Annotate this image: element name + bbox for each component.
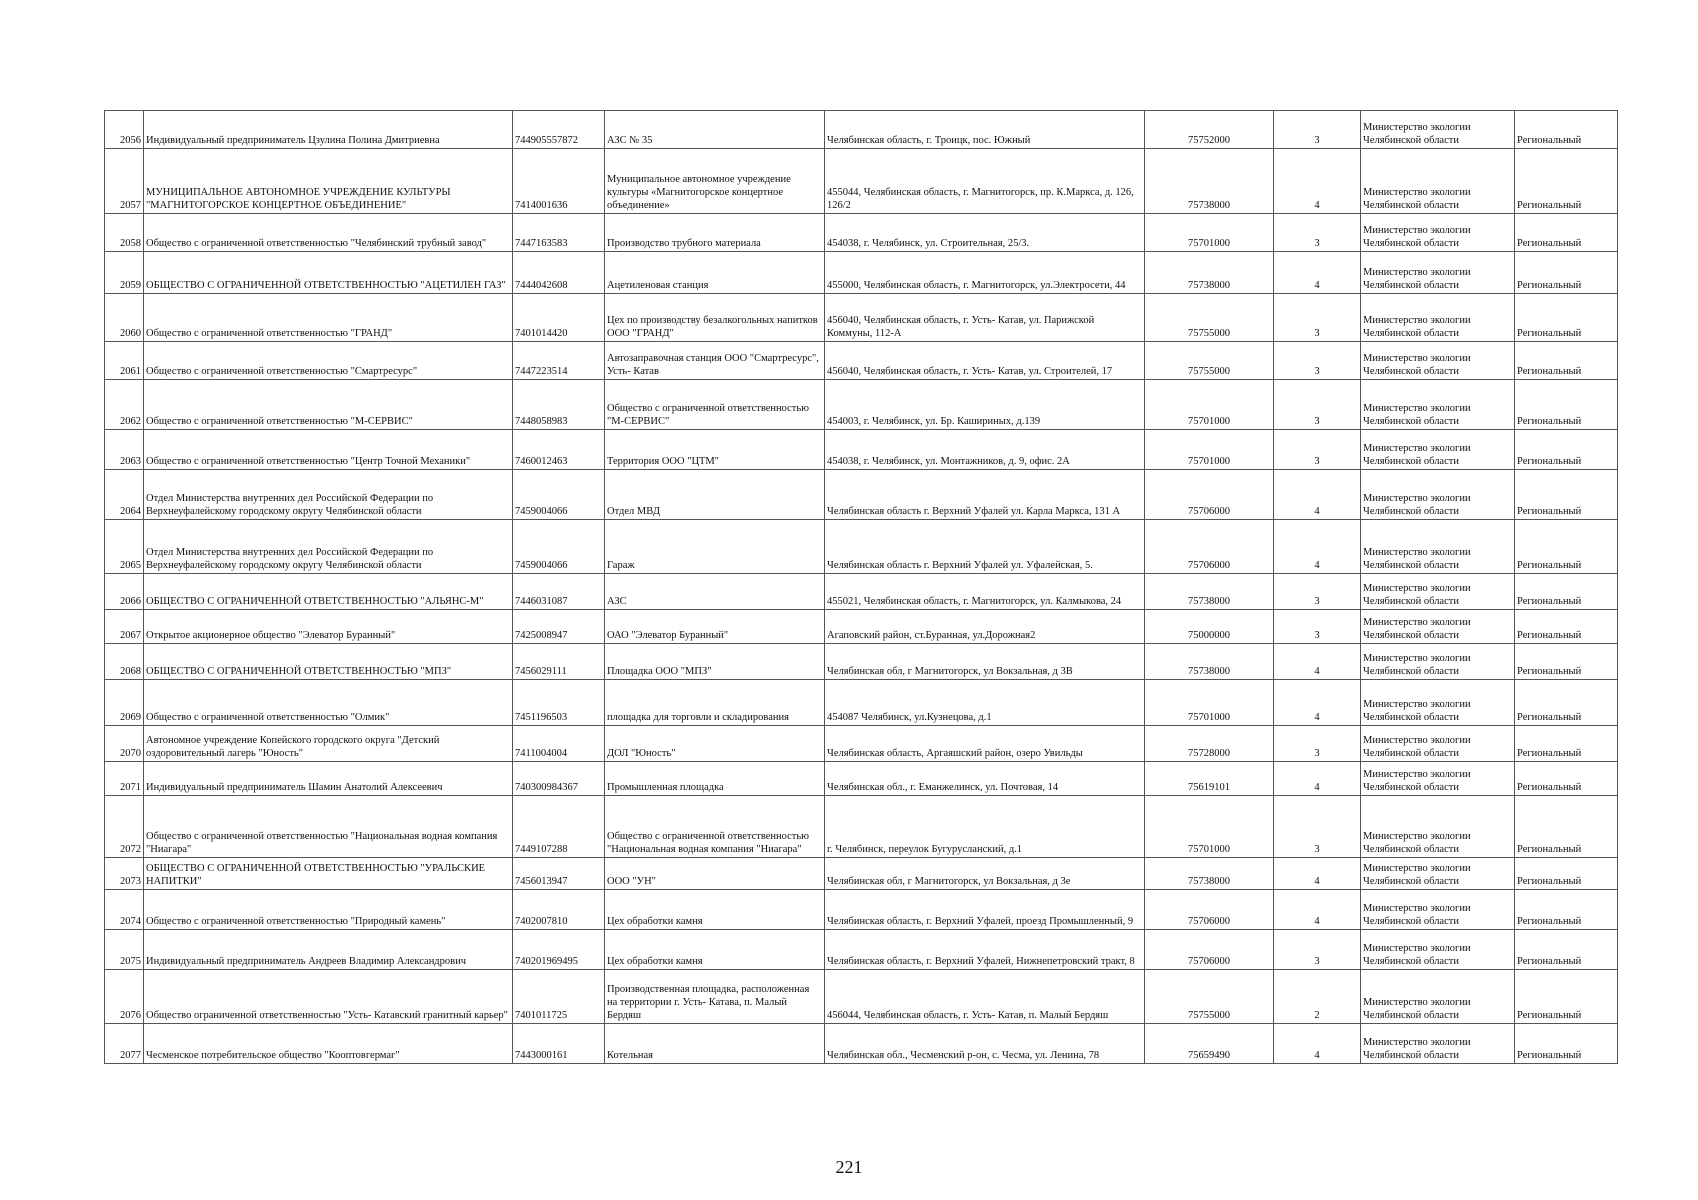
cell-facility-name: площадка для торговли и складирования: [605, 680, 825, 726]
cell-okato: 75738000: [1145, 858, 1274, 890]
cell-operator-name: Общество с ограниченной ответственностью "Национальная водная компания "Ниагара": [144, 796, 513, 858]
table-row: [105, 252, 1618, 294]
cell-operator-name: Индивидуальный предприниматель Шамин Анатолий Алексеевич: [144, 762, 513, 796]
cell-address: 454038, г. Челябинск, ул. Строительная, 25/3.: [825, 214, 1145, 252]
table-row: [105, 610, 1618, 644]
table-row: [105, 214, 1618, 252]
cell-oversight-level: Региональный: [1515, 970, 1618, 1024]
cell-oversight-level: Региональный: [1515, 1024, 1618, 1064]
cell-inn: 7447163583: [513, 214, 605, 252]
cell-row-number: 2061: [105, 342, 144, 380]
cell-operator-name: Отдел Министерства внутренних дел Российской Федерации по Верхнеуфалейскому городскому округу Челябинской области: [144, 520, 513, 574]
cell-oversight-level: Региональный: [1515, 149, 1618, 214]
cell-oversight-level: Региональный: [1515, 644, 1618, 680]
cell-category: 3: [1274, 214, 1361, 252]
cell-okato: 75738000: [1145, 574, 1274, 610]
cell-operator-name: Открытое акционерное общество "Элеватор Буранный": [144, 610, 513, 644]
cell-category: 3: [1274, 574, 1361, 610]
cell-facility-name: Общество с ограниченной ответственностью "М-СЕРВИС": [605, 380, 825, 430]
cell-inn: 7459004066: [513, 520, 605, 574]
cell-facility-name: Котельная: [605, 1024, 825, 1064]
cell-facility-name: Цех обработки камня: [605, 890, 825, 930]
cell-oversight-level: Региональный: [1515, 930, 1618, 970]
cell-address: Челябинская область, г. Верхний Уфалей, Нижнепетровский тракт, 8: [825, 930, 1145, 970]
cell-address: Челябинская обл, г Магнитогорск, ул Вокзальная, д 3В: [825, 644, 1145, 680]
cell-row-number: 2060: [105, 294, 144, 342]
cell-facility-name: Общество с ограниченной ответственностью "Национальная водная компания "Ниагара": [605, 796, 825, 858]
table-row: [105, 762, 1618, 796]
table-row: [105, 726, 1618, 762]
cell-okato: 75738000: [1145, 252, 1274, 294]
cell-oversight-level: Региональный: [1515, 470, 1618, 520]
cell-okato: 75701000: [1145, 214, 1274, 252]
table-row: [105, 380, 1618, 430]
cell-okato: 75706000: [1145, 890, 1274, 930]
table-row: [105, 1024, 1618, 1064]
cell-facility-name: Цех по производству безалкогольных напитков ООО "ГРАНД": [605, 294, 825, 342]
cell-oversight-level: Региональный: [1515, 858, 1618, 890]
cell-address: 454038, г. Челябинск, ул. Монтажников, д. 9, офис. 2А: [825, 430, 1145, 470]
cell-okato: 75706000: [1145, 930, 1274, 970]
cell-authority: Министерство экологии Челябинской области: [1361, 890, 1515, 930]
cell-okato: 75738000: [1145, 644, 1274, 680]
table-row: [105, 796, 1618, 858]
cell-inn: 7449107288: [513, 796, 605, 858]
cell-category: 3: [1274, 726, 1361, 762]
cell-oversight-level: Региональный: [1515, 214, 1618, 252]
cell-row-number: 2058: [105, 214, 144, 252]
cell-facility-name: Отдел МВД: [605, 470, 825, 520]
cell-address: 455044, Челябинская область, г. Магнитогорск, пр. К.Маркса, д. 126, 126/2: [825, 149, 1145, 214]
cell-facility-name: Ацетиленовая станция: [605, 252, 825, 294]
cell-authority: Министерство экологии Челябинской области: [1361, 111, 1515, 149]
cell-inn: 7448058983: [513, 380, 605, 430]
cell-authority: Министерство экологии Челябинской области: [1361, 930, 1515, 970]
cell-okato: 75701000: [1145, 796, 1274, 858]
cell-authority: Министерство экологии Челябинской области: [1361, 970, 1515, 1024]
cell-okato: 75706000: [1145, 470, 1274, 520]
cell-authority: Министерство экологии Челябинской области: [1361, 252, 1515, 294]
cell-authority: Министерство экологии Челябинской области: [1361, 574, 1515, 610]
cell-okato: 75701000: [1145, 680, 1274, 726]
cell-address: 454003, г. Челябинск, ул. Бр. Кашириных, д.139: [825, 380, 1145, 430]
cell-inn: 7414001636: [513, 149, 605, 214]
cell-oversight-level: Региональный: [1515, 380, 1618, 430]
cell-oversight-level: Региональный: [1515, 796, 1618, 858]
cell-category: 3: [1274, 610, 1361, 644]
cell-okato: 75000000: [1145, 610, 1274, 644]
cell-row-number: 2057: [105, 149, 144, 214]
cell-oversight-level: Региональный: [1515, 890, 1618, 930]
cell-okato: 75659490: [1145, 1024, 1274, 1064]
cell-oversight-level: Региональный: [1515, 294, 1618, 342]
cell-facility-name: Производство трубного материала: [605, 214, 825, 252]
cell-authority: Министерство экологии Челябинской области: [1361, 858, 1515, 890]
cell-authority: Министерство экологии Челябинской области: [1361, 149, 1515, 214]
cell-facility-name: Цех обработки камня: [605, 930, 825, 970]
cell-row-number: 2074: [105, 890, 144, 930]
cell-facility-name: Территория ООО "ЦТМ": [605, 430, 825, 470]
page-number: 221: [835, 1157, 863, 1177]
cell-row-number: 2068: [105, 644, 144, 680]
cell-authority: Министерство экологии Челябинской области: [1361, 520, 1515, 574]
cell-row-number: 2063: [105, 430, 144, 470]
cell-inn: 7456013947: [513, 858, 605, 890]
cell-category: 4: [1274, 520, 1361, 574]
cell-category: 3: [1274, 111, 1361, 149]
cell-operator-name: Общество с ограниченной ответственностью "Олмик": [144, 680, 513, 726]
cell-address: 456044, Челябинская область, г. Усть- Катав, п. Малый Бердяш: [825, 970, 1145, 1024]
cell-authority: Министерство экологии Челябинской области: [1361, 342, 1515, 380]
table-row: [105, 970, 1618, 1024]
cell-authority: Министерство экологии Челябинской области: [1361, 762, 1515, 796]
cell-row-number: 2072: [105, 796, 144, 858]
cell-row-number: 2070: [105, 726, 144, 762]
cell-category: 4: [1274, 149, 1361, 214]
cell-operator-name: Общество с ограниченной ответственностью "Смартресурс": [144, 342, 513, 380]
cell-address: Челябинская область г. Верхний Уфалей ул. Уфалейская, 5.: [825, 520, 1145, 574]
cell-row-number: 2073: [105, 858, 144, 890]
cell-okato: 75755000: [1145, 970, 1274, 1024]
cell-facility-name: ДОЛ "Юность": [605, 726, 825, 762]
cell-okato: 75738000: [1145, 149, 1274, 214]
table-row: [105, 430, 1618, 470]
cell-address: Челябинская область, г. Троицк, пос. Южный: [825, 111, 1145, 149]
cell-facility-name: Гараж: [605, 520, 825, 574]
cell-inn: 7447223514: [513, 342, 605, 380]
cell-operator-name: Отдел Министерства внутренних дел Российской Федерации по Верхнеуфалейскому городскому округу Челябинской области: [144, 470, 513, 520]
cell-row-number: 2075: [105, 930, 144, 970]
cell-category: 3: [1274, 380, 1361, 430]
cell-authority: Министерство экологии Челябинской области: [1361, 470, 1515, 520]
cell-inn: 7446031087: [513, 574, 605, 610]
table-row: [105, 858, 1618, 890]
cell-oversight-level: Региональный: [1515, 111, 1618, 149]
cell-address: Агаповский район, ст.Буранная, ул.Дорожная2: [825, 610, 1145, 644]
table-row: [105, 342, 1618, 380]
cell-inn: 7401011725: [513, 970, 605, 1024]
cell-category: 4: [1274, 470, 1361, 520]
cell-oversight-level: Региональный: [1515, 520, 1618, 574]
cell-oversight-level: Региональный: [1515, 762, 1618, 796]
cell-category: 4: [1274, 252, 1361, 294]
cell-address: 456040, Челябинская область, г. Усть- Катав, ул. Строителей, 17: [825, 342, 1145, 380]
cell-category: 3: [1274, 796, 1361, 858]
cell-row-number: 2064: [105, 470, 144, 520]
cell-authority: Министерство экологии Челябинской области: [1361, 726, 1515, 762]
cell-row-number: 2071: [105, 762, 144, 796]
cell-inn: 7456029111: [513, 644, 605, 680]
cell-facility-name: Площадка ООО "МПЗ": [605, 644, 825, 680]
cell-operator-name: Индивидуальный предприниматель Цзулина Полина Дмитриевна: [144, 111, 513, 149]
cell-inn: 740300984367: [513, 762, 605, 796]
table-row: [105, 111, 1618, 149]
cell-oversight-level: Региональный: [1515, 252, 1618, 294]
cell-inn: 7443000161: [513, 1024, 605, 1064]
cell-inn: 7411004004: [513, 726, 605, 762]
cell-inn: 7401014420: [513, 294, 605, 342]
cell-oversight-level: Региональный: [1515, 342, 1618, 380]
cell-category: 3: [1274, 342, 1361, 380]
cell-address: Челябинская область, г. Верхний Уфалей, проезд Промышленный, 9: [825, 890, 1145, 930]
cell-row-number: 2076: [105, 970, 144, 1024]
cell-address: Челябинская обл, г Магнитогорск, ул Вокзальная, д 3е: [825, 858, 1145, 890]
cell-inn: 7444042608: [513, 252, 605, 294]
cell-facility-name: АЗС № 35: [605, 111, 825, 149]
cell-operator-name: Автономное учреждение Копейского городского округа "Детский оздоровительный лагерь "Юность": [144, 726, 513, 762]
cell-operator-name: ОБЩЕСТВО С ОГРАНИЧЕННОЙ ОТВЕТСТВЕННОСТЬЮ "УРАЛЬСКИЕ НАПИТКИ": [144, 858, 513, 890]
cell-facility-name: ОАО "Элеватор Буранный": [605, 610, 825, 644]
cell-address: Челябинская область, Аргаяшский район, озеро Увильды: [825, 726, 1145, 762]
cell-operator-name: Общество с ограниченной ответственностью "Челябинский трубный завод": [144, 214, 513, 252]
cell-category: 4: [1274, 1024, 1361, 1064]
cell-operator-name: ОБЩЕСТВО С ОГРАНИЧЕННОЙ ОТВЕТСТВЕННОСТЬЮ "АЦЕТИЛЕН ГАЗ": [144, 252, 513, 294]
cell-facility-name: Промышленная площадка: [605, 762, 825, 796]
cell-address: 455021, Челябинская область, г. Магнитогорск, ул. Калмыкова, 24: [825, 574, 1145, 610]
cell-category: 3: [1274, 930, 1361, 970]
cell-row-number: 2065: [105, 520, 144, 574]
cell-category: 4: [1274, 858, 1361, 890]
cell-okato: 75706000: [1145, 520, 1274, 574]
cell-operator-name: ОБЩЕСТВО С ОГРАНИЧЕННОЙ ОТВЕТСТВЕННОСТЬЮ "МПЗ": [144, 644, 513, 680]
cell-inn: 7459004066: [513, 470, 605, 520]
cell-row-number: 2077: [105, 1024, 144, 1064]
cell-okato: 75752000: [1145, 111, 1274, 149]
cell-address: 454087 Челябинск, ул.Кузнецова, д.1: [825, 680, 1145, 726]
cell-oversight-level: Региональный: [1515, 680, 1618, 726]
cell-operator-name: Чесменское потребительское общество "Кооптовгермаг": [144, 1024, 513, 1064]
cell-oversight-level: Региональный: [1515, 610, 1618, 644]
cell-operator-name: ОБЩЕСТВО С ОГРАНИЧЕННОЙ ОТВЕТСТВЕННОСТЬЮ "АЛЬЯНС-М": [144, 574, 513, 610]
cell-category: 4: [1274, 890, 1361, 930]
table-row: [105, 680, 1618, 726]
cell-row-number: 2066: [105, 574, 144, 610]
cell-authority: Министерство экологии Челябинской области: [1361, 1024, 1515, 1064]
cell-okato: 75755000: [1145, 294, 1274, 342]
cell-authority: Министерство экологии Челябинской области: [1361, 644, 1515, 680]
cell-category: 4: [1274, 680, 1361, 726]
cell-operator-name: Общество с ограниченной ответственностью "Природный камень": [144, 890, 513, 930]
cell-category: 3: [1274, 294, 1361, 342]
cell-okato: 75701000: [1145, 430, 1274, 470]
cell-okato: 75728000: [1145, 726, 1274, 762]
cell-oversight-level: Региональный: [1515, 726, 1618, 762]
cell-oversight-level: Региональный: [1515, 430, 1618, 470]
cell-facility-name: ООО "УН": [605, 858, 825, 890]
registry-table: [104, 110, 1618, 1064]
cell-operator-name: МУНИЦИПАЛЬНОЕ АВТОНОМНОЕ УЧРЕЖДЕНИЕ КУЛЬТУРЫ "МАГНИТОГОРСКОЕ КОНЦЕРТНОЕ ОБЪЕДИНЕНИЕ": [144, 149, 513, 214]
cell-authority: Министерство экологии Челябинской области: [1361, 430, 1515, 470]
cell-row-number: 2059: [105, 252, 144, 294]
cell-okato: 75755000: [1145, 342, 1274, 380]
cell-row-number: 2069: [105, 680, 144, 726]
cell-address: 456040, Челябинская область, г. Усть- Катав, ул. Парижской Коммуны, 112-А: [825, 294, 1145, 342]
table-row: [105, 149, 1618, 214]
cell-inn: 7451196503: [513, 680, 605, 726]
table-row: [105, 644, 1618, 680]
cell-operator-name: Общество с ограниченной ответственностью "М-СЕРВИС": [144, 380, 513, 430]
cell-row-number: 2062: [105, 380, 144, 430]
cell-authority: Министерство экологии Челябинской области: [1361, 294, 1515, 342]
cell-row-number: 2067: [105, 610, 144, 644]
cell-facility-name: Производственная площадка, расположенная на территории г. Усть- Катава, п. Малый Бердяш: [605, 970, 825, 1024]
cell-authority: Министерство экологии Челябинской области: [1361, 796, 1515, 858]
cell-facility-name: Автозаправочная станция ООО "Смартресурс", Усть- Катав: [605, 342, 825, 380]
cell-inn: 7425008947: [513, 610, 605, 644]
registry-body: [105, 111, 1618, 1064]
cell-inn: 744905557872: [513, 111, 605, 149]
cell-facility-name: АЗС: [605, 574, 825, 610]
cell-address: г. Челябинск, переулок Бугурусланский, д.1: [825, 796, 1145, 858]
cell-address: 455000, Челябинская область, г. Магнитогорск, ул.Электросети, 44: [825, 252, 1145, 294]
cell-address: Челябинская обл., Чесменский р-он, с. Чесма, ул. Ленина, 78: [825, 1024, 1145, 1064]
cell-inn: 7402007810: [513, 890, 605, 930]
cell-inn: 7460012463: [513, 430, 605, 470]
cell-operator-name: Общество с ограниченной ответственностью "Центр Точной Механики": [144, 430, 513, 470]
cell-address: Челябинская область г. Верхний Уфалей ул. Карла Маркса, 131 А: [825, 470, 1145, 520]
cell-okato: 75619101: [1145, 762, 1274, 796]
cell-oversight-level: Региональный: [1515, 574, 1618, 610]
cell-address: Челябинская обл., г. Еманжелинск, ул. Почтовая, 14: [825, 762, 1145, 796]
cell-category: 4: [1274, 644, 1361, 680]
table-row: [105, 520, 1618, 574]
cell-authority: Министерство экологии Челябинской области: [1361, 610, 1515, 644]
table-row: [105, 890, 1618, 930]
cell-operator-name: Индивидуальный предприниматель Андреев Владимир Александрович: [144, 930, 513, 970]
table-row: [105, 574, 1618, 610]
cell-category: 4: [1274, 762, 1361, 796]
cell-category: 2: [1274, 970, 1361, 1024]
cell-inn: 740201969495: [513, 930, 605, 970]
cell-category: 3: [1274, 430, 1361, 470]
table-row: [105, 930, 1618, 970]
cell-operator-name: Общество ограниченной ответственностью "Усть- Катавский гранитный карьер": [144, 970, 513, 1024]
cell-authority: Министерство экологии Челябинской области: [1361, 214, 1515, 252]
cell-authority: Министерство экологии Челябинской области: [1361, 380, 1515, 430]
cell-facility-name: Муниципальное автономное учреждение культуры «Магнитогорское концертное объединение»: [605, 149, 825, 214]
cell-authority: Министерство экологии Челябинской области: [1361, 680, 1515, 726]
cell-row-number: 2056: [105, 111, 144, 149]
cell-okato: 75701000: [1145, 380, 1274, 430]
table-row: [105, 294, 1618, 342]
cell-operator-name: Общество с ограниченной ответственностью "ГРАНД": [144, 294, 513, 342]
table-row: [105, 470, 1618, 520]
